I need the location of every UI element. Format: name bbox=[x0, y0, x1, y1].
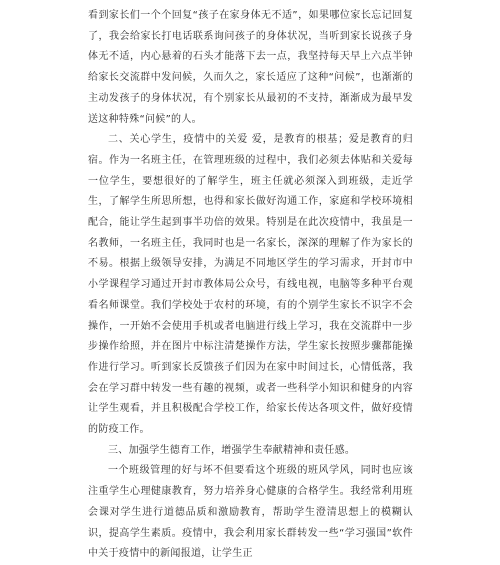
paragraph-class-management: 一个班级管理的好与坏不但要看这个班级的班风学风，同时也应该注重学生心理健康教育，努力培养身心健康的合格学生。我经常利用班会课对学生进行道德品质和激励教育，帮助学生澄清思想上的模糊认识，提高学生素质。疫情中，我会利用家长群转发一些“学习强国”软件中关于疫情中的新闻报道，让学生正 bbox=[88, 465, 413, 560]
document-body bbox=[88, 6, 413, 565]
paragraph-continued: 看到家长们一个个回复“孩子在家身体无不适”，如果哪位家长忘记回复了，我会给家长打电话联系询问孩子的身体状况，当听到家长说孩子身体无不适，内心悬着的石头才能落下去一点，我坚持每天早上六点半钟给家长交流群中发问候，久而久之，家长适应了这种“问候”，也渐渐的主动发孩子的身体状况，有个别家长从最初的不支持，渐渐成为最早发送这种特殊“问候”的人。 bbox=[88, 10, 413, 125]
section-heading-moral-education: 三、加强学生德育工作，增强学生奉献精神和责任感。 bbox=[108, 444, 356, 456]
paragraph-care-for-students: 二、关心学生，疫情中的关爱 爱，是教育的根基；爱是教育的归宿。作为一名班主任，在管理班级的过程中，我们必须去体贴和关爱每一位学生，要想很好的了解学生，班主任就必须深入到班级，走近学生，了解学生所思所想，也得和家长做好沟通工作，家庭和学校环境相配合，能让学生起到事半功倍的效果。特别是在此次疫情中，我虽是一名教师，一名班主任，我同时也是一名家长，深深的理解了作为家长的不易。根据上级领导安排，为满足不同地区学生的学习需求，开封市中小学课程学习通过开封市教体局公众号，有线电视，电脑等多种平台观看名师课堂。我们学校处于农村的环境，有的个别学生家长不识字不会操作，一开始不会使用手机或者电脑进行线上学习，我在交流群中一步步操作给照，并在图片中标注清楚操作方法，学生家长按照步骤都能操作进行学习。听到家长反馈孩子们因为在家中时间过长，心情低落，我会在学习群中转发一些有趣的视频，或者一些科学小知识和健身的内容让学生观看，并且积极配合学校工作，给家长传达各项文件，做好疫情的防疫工作。 bbox=[88, 134, 413, 436]
